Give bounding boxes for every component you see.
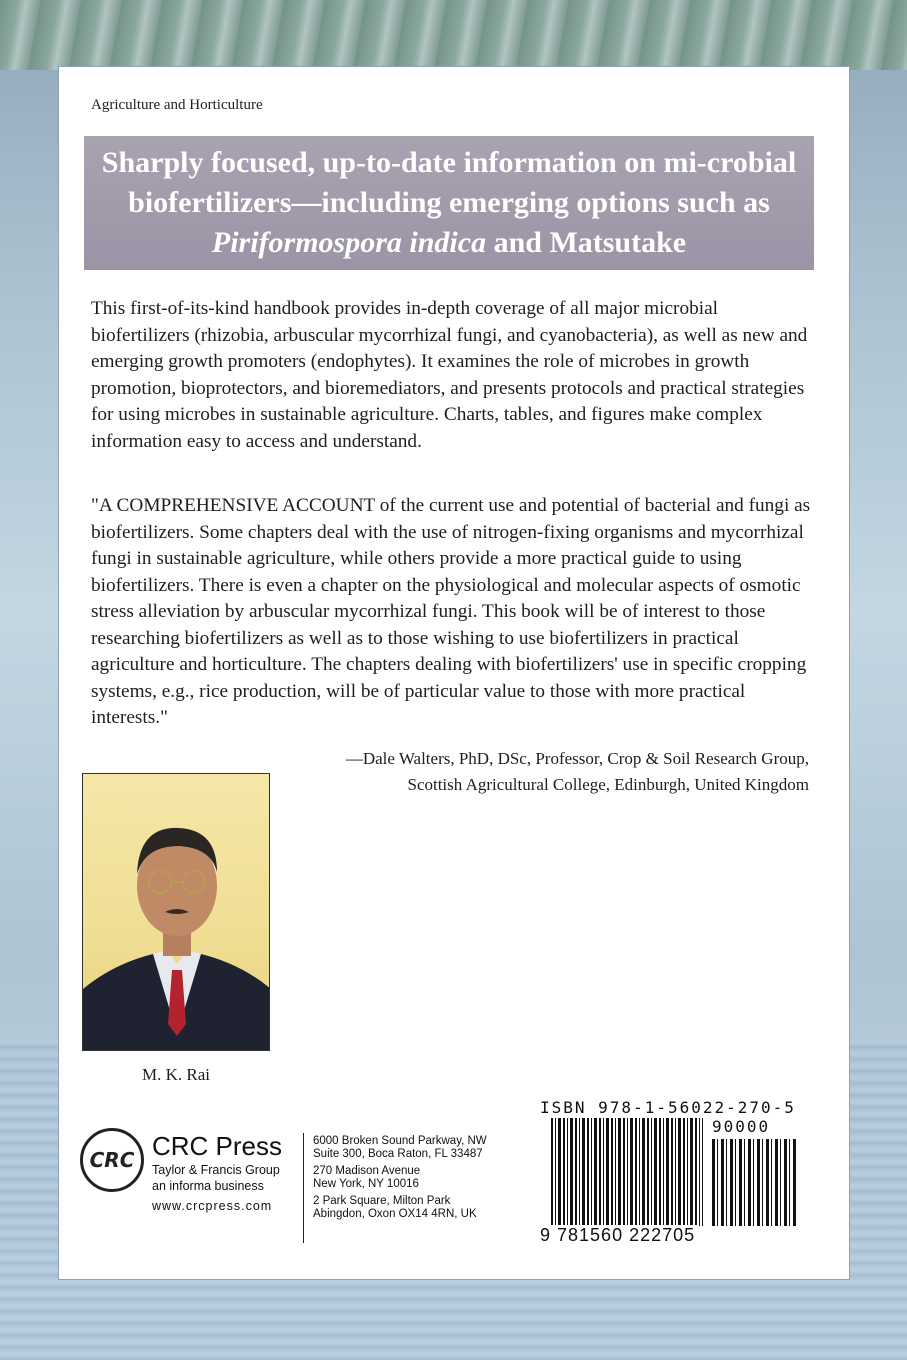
ean-barcode: [551, 1118, 703, 1226]
book-description: This first-of-its-kind handbook provides in-depth coverage of all major microbial biofertilizers (rhizobia, arbuscular mycorrhizal fungi, and cyanobacteria), as well as new and emerging growth promoters (endophytes). It examines the role of microbes in growth promotion, bioprotectors, and bioremediators, and presents protocols and practical strategies for using microbes in sustainable agriculture. Charts, tables, and figures make complex information easy to access and understand.: [91, 298, 808, 452]
publisher-group: [152, 1162, 280, 1194]
addon-barcode: [712, 1139, 798, 1226]
review-quote: "A COMPREHENSIVE ACCOUNT of the current use and potential of bacterial and fungi as biofertilizers. Some chapters deal with the use of nitrogen-fixing organisms and mycorrhizal fungi in sustainable agriculture, while others provide a more practical guide to using biofertilizers. There is even a chapter on the physiological and molecular aspects of osmotic stress alleviation by arbuscular mycorrhizal fungi. This book will be of interest to those researching biofertilizers as well as to those wishing to use biofertilizers in practical agriculture and horticulture. The chapters dealing with biofertilizers' use in specific cropping systems, e.g., rice production, will be of particular value to those with more practical interests.": [91, 495, 811, 728]
headline-species: Piriformospora indica: [211, 226, 487, 259]
price-addon-code: 90000: [712, 1117, 771, 1136]
address-line: 270 Madison Avenue: [313, 1165, 421, 1177]
category-label: Agriculture and Horticulture: [91, 97, 263, 113]
address-line: 2 Park Square, Milton Park: [313, 1195, 451, 1207]
address-line: New York, NY 10016: [313, 1178, 419, 1190]
address-line: Suite 300, Boca Raton, FL 33487: [313, 1148, 483, 1160]
review-attribution: [346, 746, 809, 798]
address-line: Abingdon, Oxon OX14 4RN, UK: [313, 1208, 477, 1220]
crc-logo: CRC: [80, 1128, 144, 1192]
author-name: M. K. Rai: [142, 1065, 210, 1084]
barcode-digits: 9 781560 222705: [540, 1225, 696, 1245]
background-fields-image: [0, 0, 907, 70]
headline-text: [94, 143, 804, 263]
publisher-url: www.crcpress.com: [152, 1199, 273, 1213]
isbn-label: ISBN 978-1-56022-270-5: [540, 1098, 796, 1117]
headline-part1: Sharply focused, up-to-date information on mi-crobial biofertilizers—including emerging options such as: [101, 146, 797, 219]
publisher-addresses: [313, 1135, 487, 1221]
publisher-divider: [303, 1133, 304, 1243]
publisher-name: CRC Press: [152, 1131, 283, 1161]
author-photo: [82, 773, 270, 1051]
headline-banner: [84, 136, 814, 270]
publisher-business: an informa business: [152, 1179, 264, 1193]
author-portrait-illustration: [83, 774, 270, 1051]
headline-part2: and Matsutake: [486, 226, 687, 259]
publisher-group-name: Taylor & Francis Group: [152, 1163, 280, 1177]
attribution-line-1: —Dale Walters, PhD, DSc, Professor, Crop & Soil Research Group,: [345, 749, 809, 768]
address-line: 6000 Broken Sound Parkway, NW: [313, 1135, 487, 1147]
attribution-line-2: Scottish Agricultural College, Edinburgh, United Kingdom: [407, 775, 809, 794]
